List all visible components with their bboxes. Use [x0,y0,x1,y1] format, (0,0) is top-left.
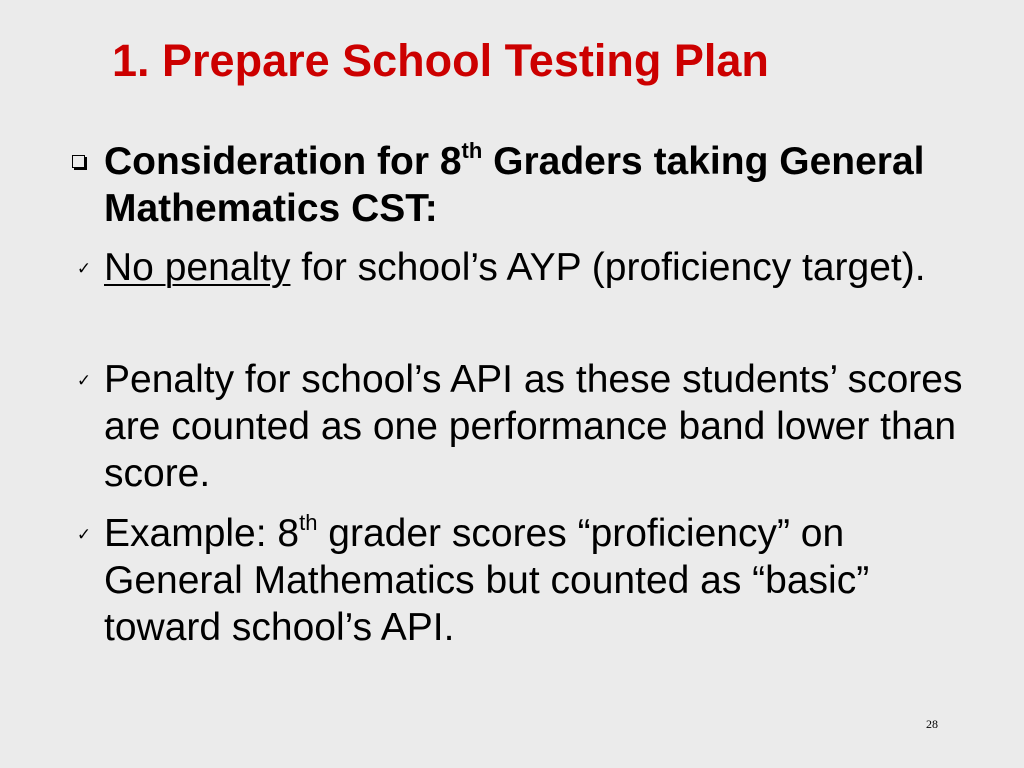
heading-superscript: th [461,138,483,163]
bullet-example [76,510,984,651]
slide-title: 1. Prepare School Testing Plan [112,35,769,86]
bullet-text: for school’s AYP (proficiency target). [290,246,926,289]
page-number: 28 [926,717,938,731]
bullet-penalty [76,356,984,497]
checkmark-icon: ✓ [76,525,92,545]
bullet-text-end: grader scores “proficiency” on General Mathematics but counted as “basic” toward school’s API. [104,512,870,649]
heading-text-start: Consideration for 8 [104,140,462,183]
square-bullet-icon [70,138,98,168]
heading-text-end: Graders taking General Mathematics CST: [104,140,925,230]
checkmark-icon: ✓ [76,371,92,391]
checkmark-icon: ✓ [76,259,92,279]
bullet-text: Penalty for school’s API as these students’ scores are counted as one performance band lower than score. [104,358,963,495]
bullet-no-penalty [76,244,984,291]
bullet-text-start: Example: 8 [104,512,300,555]
bullet-underlined-text: No penalty [104,246,291,289]
bullet-superscript: th [299,510,318,535]
heading-bullet [104,138,984,232]
